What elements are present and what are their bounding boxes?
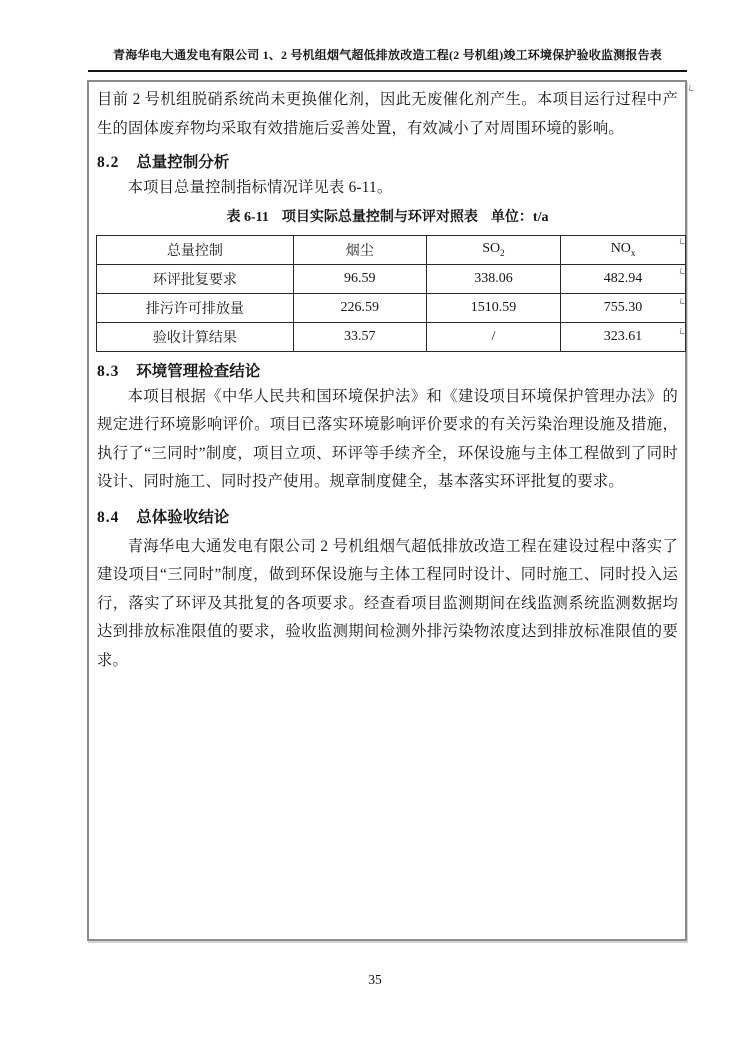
nox-subscript: x xyxy=(630,247,636,258)
cell-dust: 226.59 xyxy=(293,293,426,322)
table-caption xyxy=(97,208,678,228)
continuation-paragraph: 目前 2 号机组脱硝系统尚未更换催化剂，因此无废催化剂产生。本项目运行过程中产生的固体废弃物均采取有效措施后妥善处置，有效减小了对周围环境的影响。 xyxy=(97,91,678,137)
cell-so2: 1510.59 xyxy=(426,293,560,322)
section-8-2-paragraph: 本项目总量控制指标情况详见表 6-11。 xyxy=(127,179,393,196)
so2-subscript: 2 xyxy=(500,247,505,258)
section-8-3-paragraph: 本项目根据《中华人民共和国环境保护法》和《建设项目环境保护管理办法》的规定进行环境影响评价。项目已落实环境影响评价要求的有关污染治理设施及措施，执行了“三同时”制度，项目立项、环评等手续齐全，环保设施与主体工程做到了同时设计、同时施工、同时投产使用。规章制度健全，基本落实环评批复的要求。 xyxy=(97,387,678,490)
page-number: 35 xyxy=(368,972,382,987)
section-title: 环境管理检查结论 xyxy=(136,362,261,380)
section-heading-8-4 xyxy=(97,507,678,529)
column-header-total-control: 总量控制 xyxy=(97,235,294,264)
table-caption-unit: 单位：t/a xyxy=(490,209,549,225)
nox-base: NO xyxy=(610,241,631,257)
cell-nox: 323.61 xyxy=(561,322,686,351)
section-title: 总量控制分析 xyxy=(136,154,230,171)
section-heading-8-3 xyxy=(97,361,678,383)
paragraph-mark-icon xyxy=(688,85,694,91)
table-caption-title: 项目实际总量控制与环评对照表 xyxy=(281,209,478,225)
table-caption-label: 表 6-11 xyxy=(226,209,269,225)
section-number: 8.4 xyxy=(97,508,120,526)
section-number: 8.2 xyxy=(97,154,120,171)
table-6-11 xyxy=(96,235,686,352)
section-heading-8-2 xyxy=(97,152,678,174)
cell-nox: 482.94 xyxy=(561,264,686,293)
row-label: 验收计算结果 xyxy=(97,322,294,351)
table-row xyxy=(97,293,686,322)
column-header-so2 xyxy=(426,235,560,264)
cell-dust: 96.59 xyxy=(293,264,426,293)
section-8-4-paragraph: 青海华电大通发电有限公司 2 号机组烟气超低排放改造工程在建设过程中落实了建设项目“三同时”制度，做到环保设施与主体工程同时设计、同时施工、同时投入运行，落实了环评及其批复的各项要求。经查看项目监测期间在线监测系统监测数据均达到排放标准限值的要求，验收监测期间检测外排污染物浓度达到排放标准限值的要求。 xyxy=(97,537,678,669)
column-header-nox xyxy=(561,235,686,264)
row-label: 环评批复要求 xyxy=(97,264,294,293)
row-label: 排污许可排放量 xyxy=(97,293,294,322)
section-title: 总体验收结论 xyxy=(136,508,230,526)
cell-so2: 338.06 xyxy=(426,264,560,293)
header-divider xyxy=(88,70,687,72)
table-header-row xyxy=(97,235,686,264)
cell-dust: 33.57 xyxy=(293,322,426,351)
document-header-title: 青海华电大通发电有限公司 1、2 号机组烟气超低排放改造工程(2 号机组)竣工环境保护验收监测报告表 xyxy=(113,48,662,62)
report-content-box xyxy=(87,80,687,941)
cell-so2: / xyxy=(426,322,560,351)
table-row xyxy=(97,264,686,293)
cell-nox: 755.30 xyxy=(561,293,686,322)
section-number: 8.3 xyxy=(97,362,120,380)
table-row xyxy=(97,322,686,351)
so2-base: SO xyxy=(482,241,501,257)
column-header-dust: 烟尘 xyxy=(293,235,426,264)
